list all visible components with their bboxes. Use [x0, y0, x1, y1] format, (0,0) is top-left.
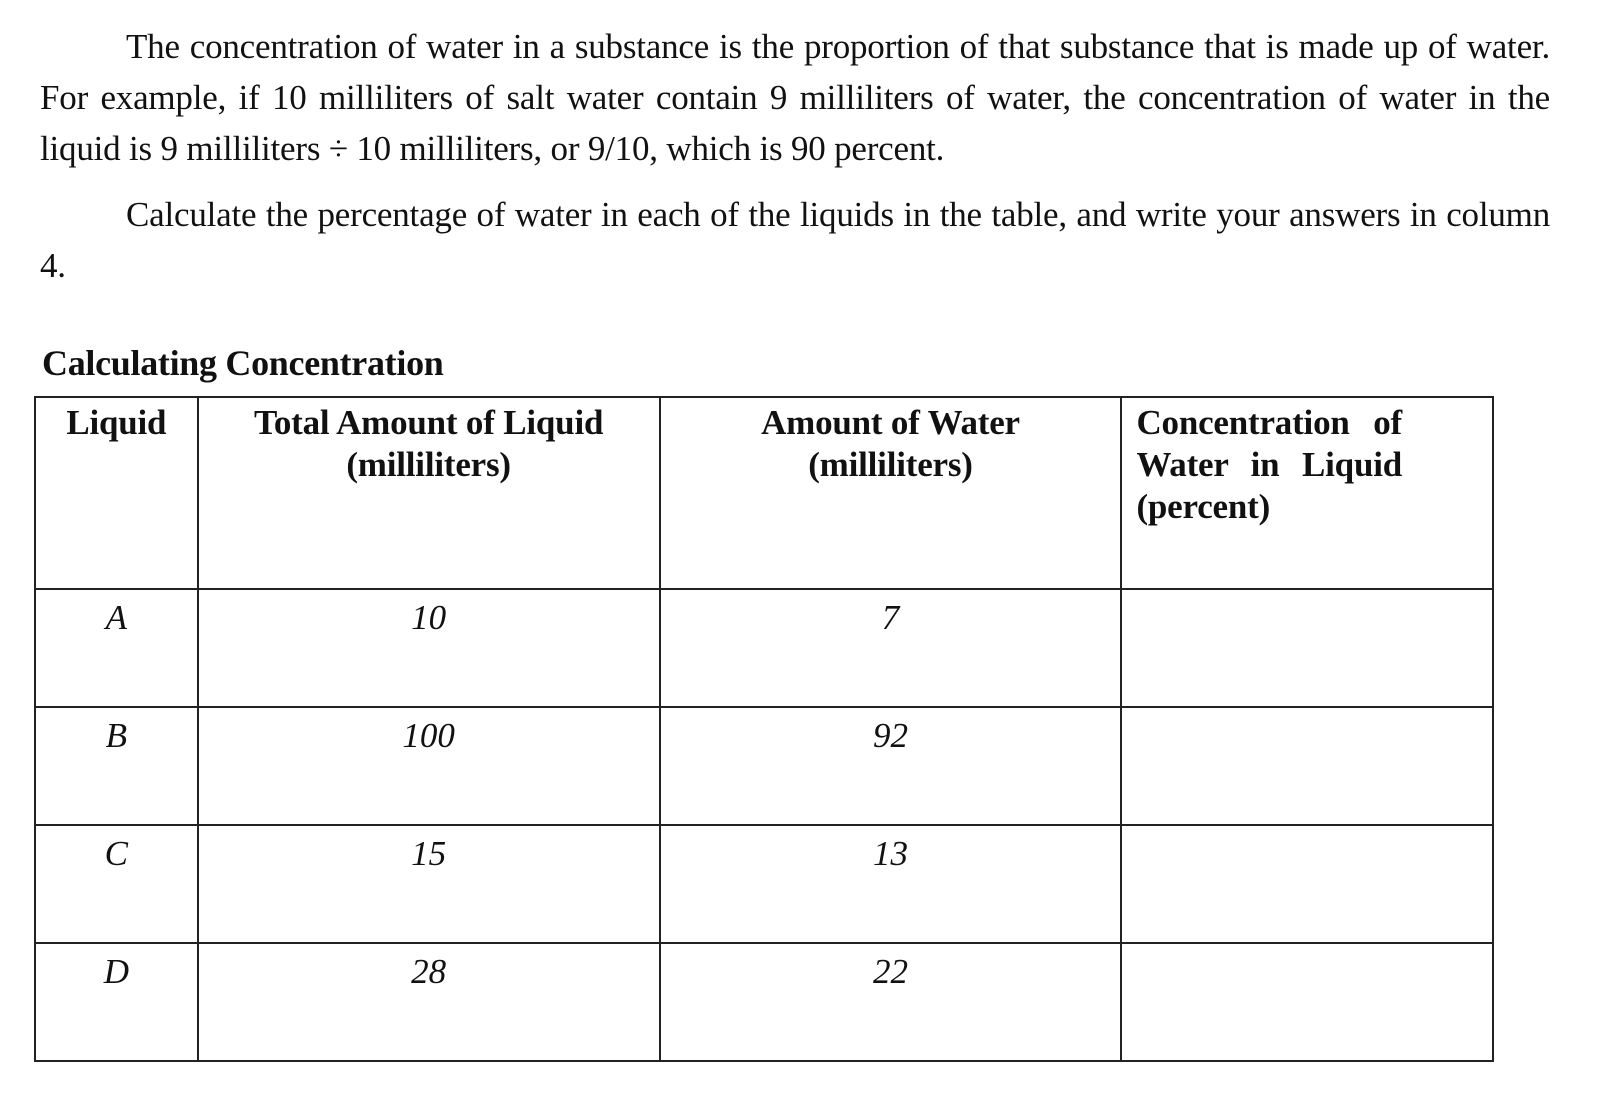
- cell-concentration-answer[interactable]: [1121, 707, 1493, 825]
- cell-liquid: D: [35, 943, 198, 1061]
- cell-concentration-answer[interactable]: [1121, 589, 1493, 707]
- cell-water: 22: [660, 943, 1122, 1061]
- cell-concentration-answer[interactable]: [1121, 825, 1493, 943]
- table-header-row: [35, 397, 1493, 589]
- cell-liquid: B: [35, 707, 198, 825]
- table-title: Calculating Concentration: [42, 343, 444, 383]
- table-row: [35, 943, 1493, 1061]
- intro-paragraph: The concentration of water in a substance is the proportion of that substance that is made up of water. For example, if 10 milliliters of salt water contain 9 milliliters of water, the concentration of water in the liquid is 9 milliliters ÷ 10 milliliters, or 9/10, which is 90 percent.: [40, 27, 1550, 168]
- instruction-paragraph: Calculate the percentage of water in each of the liquids in the table, and write your answers in column 4.: [40, 195, 1550, 285]
- header-water-amount: [660, 397, 1122, 589]
- cell-water: 7: [660, 589, 1122, 707]
- cell-concentration-answer[interactable]: [1121, 943, 1493, 1061]
- cell-liquid: C: [35, 825, 198, 943]
- table-row: [35, 589, 1493, 707]
- header-concentration: Concentration of Water in Liquid (percent): [1121, 397, 1493, 589]
- cell-total: 28: [198, 943, 660, 1061]
- cell-total: 10: [198, 589, 660, 707]
- header-total-amount: [198, 397, 660, 589]
- table-row: [35, 707, 1493, 825]
- header-water-amount-label: Amount of Water (milliliters): [761, 403, 1020, 484]
- header-total-amount-label: Total Amount of Liquid (milliliters): [253, 403, 604, 484]
- cell-water: 13: [660, 825, 1122, 943]
- cell-total: 15: [198, 825, 660, 943]
- cell-water: 92: [660, 707, 1122, 825]
- concentration-table: [34, 396, 1494, 1062]
- cell-liquid: A: [35, 589, 198, 707]
- header-liquid: Liquid: [35, 397, 198, 589]
- cell-total: 100: [198, 707, 660, 825]
- table-row: [35, 825, 1493, 943]
